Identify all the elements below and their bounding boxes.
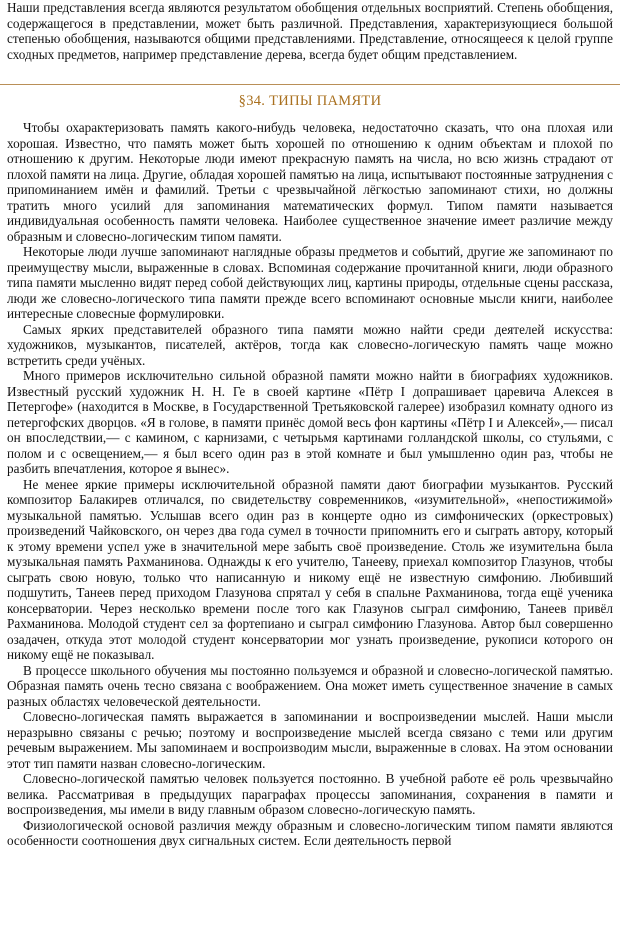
paragraph: Словесно-логическая память выражается в запоминании и воспроизведении мыслей. Наши мысли неразрывно связаны с речью; поэтому и воспроизведение мыслей всегда связано с теми или другим речевым выражением. Мы запоминаем и воспроизводим мысли, выраженные в словах. На этом основании этот тип памяти назван словесно-логическим. (7, 709, 613, 771)
paragraph: Чтобы охарактеризовать память какого-нибудь человека, недостаточно сказать, что она плохая или хорошая. Известно, что память может быть хорошей по отношению к одним объектам и плохой по отношению к другим. Некоторые люди имеют прекрасную память на числа, но всю жизнь страдают от плохой памяти на лица. Другие, обладая хорошей памятью на лица, испытывают постоянные затруднения с припоминанием имён и фамилий. Третьи с чрезвычайной лёгкостью запоминают стихи, но должны тратить много усилий для запоминания математических формул. Типом памяти называется индивидуальная особенность памяти человека. Наиболее существенное значение имеет различие между образным и словесно-логическим типом памяти. (7, 120, 613, 244)
paragraph: Физиологической основой различия между образным и словесно-логическим типом памяти являются особенности соотношения двух сигнальных систем. Если деятельность первой (7, 817, 613, 848)
paragraph: Не менее яркие примеры исключительной образной памяти дают биографии музыкантов. Русский композитор Балакирев отличался, по свидетельству современников, «изумительной», «непостижимой» музыкальной памятью. Услышав всего один раз в концерте одно из симфонических (оркестровых) произведений Чайковского, он через два года сумел в точности припомнить его и сыграть автору, который к этому времени успел уже в значительной мере забыть своё произведение. Столь же изумительна была музыкальная память Рахманинова. Однажды к его учителю, Танееву, приехал композитор Глазунов, чтобы сыграть свою новую, только что написанную и никому ещё не известную симфонию. Любивший подшутить, Танеев перед приходом Глазунова спрятал у себя в спальне Рахманинова, тогда ещё ученика консерватории. Через несколько времени после того как Глазунов сыграл симфонию, Танеев привёл Рахманинова. Молодой студент сел за фортепиано и сыграл симфонию Глазунова. Автор был совершенно озадачен, откуда этот молодой студент консерватории мог узнать произведение, рукописи которого он никому ещё не показывал. (7, 476, 613, 662)
paragraph: Словесно-логической памятью человек пользуется постоянно. В учебной работе её роль чрезвычайно велика. Рассматривая в предыдущих параграфах процессы запоминания, сохранения в памяти и воспроизведения, мы имели в виду главным образом словесно-логическую память. (7, 771, 613, 817)
section-title: §34. ТИПЫ ПАМЯТИ (238, 93, 382, 109)
intro-paragraph: Наши представления всегда являются результатом обобщения отдельных восприятий. Степень обобщения, содержащегося в представлении, может быть различной. Представления, характеризующиеся большой степенью обобщения, называются общими представлениями. Представление, относящееся к целой группе сходных предметов, например представление дерева, всегда будет общим представлением. (7, 0, 613, 62)
paragraph: Много примеров исключительно сильной образной памяти можно найти в биографиях художников. Известный русский художник Н. Н. Ге в своей картине «Пётр I допрашивает царевича Алексея в Петергофе» (находится в Москве, в Государственной Третьяковской галерее) изобразил комнату одного из петергофских дворцов. «Я в голове, в памяти принёс домой весь фон картины «Пётр I и Алексей»,— писал он впоследствии,— с камином, с карнизами, с четырьмя картинами голландской школы, со стульями, с полом и с освещением,— я был всего один раз в этой комнате и был умышленно один раз, чтобы не разбить впечатления, которое я вынес». (7, 368, 613, 476)
paragraph: Некоторые люди лучше запоминают наглядные образы предметов и событий, другие же запоминают по преимуществу мысли, выраженные в словах. Вспоминая содержание прочитанной книги, люди образного типа памяти мысленно видят перед собой действующих лиц, картины природы, отдельные сцены рассказа, люди же словесно-логического типа памяти прежде всего вспоминают основные мысли книги, наиболее интересные словесные формулировки. (7, 244, 613, 321)
paragraph: В процессе школьного обучения мы постоянно пользуемся и образной и словесно-логической памятью. Образная память очень тесно связана с воображением. Она может иметь существенное значение в самых разных областях человеческой деятельности. (7, 662, 613, 709)
paragraph: Самых ярких представителей образного типа памяти можно найти среди деятелей искусства: художников, музыкантов, писателей, актёров, тогда как словесно-логическую память чаще можно встретить среди учёных. (7, 321, 613, 368)
section-divider (0, 84, 620, 85)
section-body (0, 120, 620, 849)
